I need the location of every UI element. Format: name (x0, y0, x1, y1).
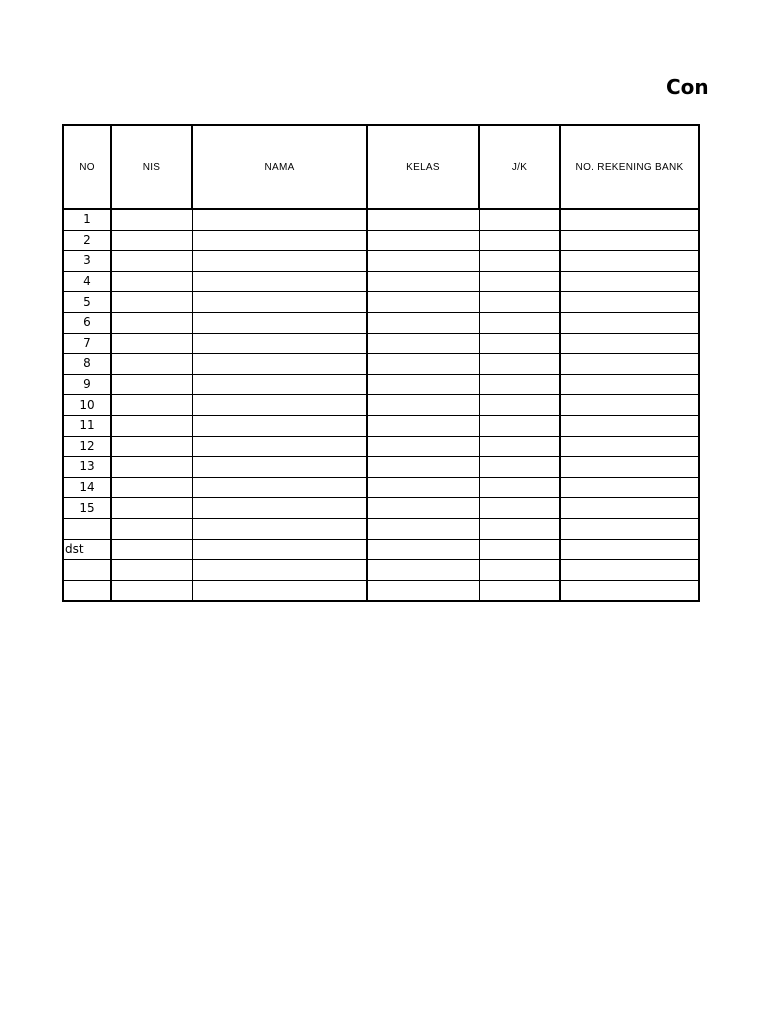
cell-bank[interactable] (560, 580, 699, 601)
table-header-row (63, 125, 699, 209)
cell-bank[interactable] (560, 436, 699, 457)
cell-jk[interactable] (479, 251, 560, 272)
cell-nis[interactable] (111, 230, 192, 251)
table-row (63, 518, 699, 539)
cell-bank[interactable] (560, 251, 699, 272)
cell-bank[interactable] (560, 333, 699, 354)
cell-kelas[interactable] (367, 251, 479, 272)
cell-kelas[interactable] (367, 230, 479, 251)
cell-jk[interactable] (479, 580, 560, 601)
cell-kelas[interactable] (367, 374, 479, 395)
cell-no[interactable]: 13 (63, 457, 111, 478)
cell-jk[interactable] (479, 333, 560, 354)
cell-nis[interactable] (111, 251, 192, 272)
cell-kelas[interactable] (367, 457, 479, 478)
cell-bank[interactable] (560, 518, 699, 539)
table-row (63, 374, 699, 395)
cell-nis[interactable] (111, 271, 192, 292)
cell-bank[interactable] (560, 374, 699, 395)
table-header (63, 125, 699, 209)
table-row (63, 580, 699, 601)
cell-jk[interactable] (479, 230, 560, 251)
cell-nis[interactable] (111, 292, 192, 313)
table-row (63, 251, 699, 272)
cell-nis[interactable] (111, 498, 192, 519)
cell-no[interactable]: 9 (63, 374, 111, 395)
table-row (63, 354, 699, 375)
cell-jk[interactable] (479, 518, 560, 539)
student-table (62, 124, 700, 602)
table-row (63, 333, 699, 354)
header-bank: NO. REKENING BANK (560, 125, 699, 209)
student-table-sheet (62, 124, 698, 603)
cell-nis[interactable] (111, 333, 192, 354)
header-kelas: KELAS (367, 125, 479, 209)
cell-nama[interactable] (192, 415, 367, 436)
cell-nis[interactable] (111, 374, 192, 395)
cell-no[interactable]: 14 (63, 477, 111, 498)
cell-kelas[interactable] (367, 395, 479, 416)
cell-nis[interactable] (111, 518, 192, 539)
cell-jk[interactable] (479, 477, 560, 498)
cell-nama[interactable] (192, 271, 367, 292)
cell-kelas[interactable] (367, 518, 479, 539)
cell-kelas[interactable] (367, 292, 479, 313)
cell-jk[interactable] (479, 374, 560, 395)
cell-nis[interactable] (111, 457, 192, 478)
document-title: Con (666, 75, 709, 99)
cell-nama[interactable] (192, 477, 367, 498)
cell-nama[interactable] (192, 539, 367, 560)
cell-nis[interactable] (111, 477, 192, 498)
cell-kelas[interactable] (367, 209, 479, 230)
cell-bank[interactable] (560, 539, 699, 560)
table-row (63, 395, 699, 416)
cell-kelas[interactable] (367, 436, 479, 457)
cell-nama[interactable] (192, 292, 367, 313)
cell-kelas[interactable] (367, 498, 479, 519)
cell-kelas[interactable] (367, 560, 479, 581)
cell-bank[interactable] (560, 292, 699, 313)
cell-bank[interactable] (560, 230, 699, 251)
table-row (63, 560, 699, 581)
cell-bank[interactable] (560, 312, 699, 333)
cell-jk[interactable] (479, 354, 560, 375)
cell-jk[interactable] (479, 539, 560, 560)
header-no: NO (63, 125, 111, 209)
table-row (63, 498, 699, 519)
cell-nama[interactable] (192, 333, 367, 354)
cell-nama[interactable] (192, 209, 367, 230)
table-row (63, 271, 699, 292)
cell-no[interactable]: 5 (63, 292, 111, 313)
cell-bank[interactable] (560, 209, 699, 230)
cell-jk[interactable] (479, 312, 560, 333)
cell-nama[interactable] (192, 436, 367, 457)
cell-no[interactable]: 7 (63, 333, 111, 354)
cell-jk[interactable] (479, 395, 560, 416)
cell-jk[interactable] (479, 271, 560, 292)
table-row (63, 539, 699, 560)
cell-no[interactable]: 8 (63, 354, 111, 375)
table-row (63, 457, 699, 478)
cell-no[interactable]: 4 (63, 271, 111, 292)
cell-no[interactable]: 3 (63, 251, 111, 272)
table-row (63, 436, 699, 457)
cell-jk[interactable] (479, 436, 560, 457)
cell-nis[interactable] (111, 354, 192, 375)
cell-nis[interactable] (111, 436, 192, 457)
header-nama: NAMA (192, 125, 367, 209)
table-row (63, 209, 699, 230)
cell-nama[interactable] (192, 560, 367, 581)
cell-nis[interactable] (111, 395, 192, 416)
cell-no[interactable]: 11 (63, 415, 111, 436)
cell-no[interactable]: 10 (63, 395, 111, 416)
cell-nama[interactable] (192, 580, 367, 601)
cell-kelas[interactable] (367, 415, 479, 436)
cell-nama[interactable] (192, 457, 367, 478)
cell-bank[interactable] (560, 560, 699, 581)
cell-bank[interactable] (560, 498, 699, 519)
cell-kelas[interactable] (367, 333, 479, 354)
cell-nama[interactable] (192, 312, 367, 333)
cell-bank[interactable] (560, 354, 699, 375)
cell-nama[interactable] (192, 354, 367, 375)
cell-bank[interactable] (560, 477, 699, 498)
cell-jk[interactable] (479, 415, 560, 436)
table-row (63, 312, 699, 333)
cell-no[interactable]: 1 (63, 209, 111, 230)
cell-no[interactable]: 15 (63, 498, 111, 519)
cell-no[interactable]: 2 (63, 230, 111, 251)
cell-kelas[interactable] (367, 580, 479, 601)
cell-kelas[interactable] (367, 354, 479, 375)
cell-jk[interactable] (479, 498, 560, 519)
header-nis: NIS (111, 125, 192, 209)
cell-no[interactable]: 6 (63, 312, 111, 333)
cell-nama[interactable] (192, 498, 367, 519)
table-row (63, 477, 699, 498)
cell-nama[interactable] (192, 374, 367, 395)
cell-nis[interactable] (111, 209, 192, 230)
cell-bank[interactable] (560, 271, 699, 292)
table-row (63, 292, 699, 313)
cell-bank[interactable] (560, 457, 699, 478)
cell-bank[interactable] (560, 415, 699, 436)
cell-kelas[interactable] (367, 312, 479, 333)
cell-jk[interactable] (479, 209, 560, 230)
table-row (63, 230, 699, 251)
cell-nama[interactable] (192, 230, 367, 251)
cell-kelas[interactable] (367, 539, 479, 560)
cell-no[interactable] (63, 518, 111, 539)
cell-nama[interactable] (192, 251, 367, 272)
cell-jk[interactable] (479, 560, 560, 581)
cell-kelas[interactable] (367, 477, 479, 498)
cell-nama[interactable] (192, 395, 367, 416)
cell-no[interactable]: dst (63, 539, 111, 560)
cell-nis[interactable] (111, 415, 192, 436)
cell-nis[interactable] (111, 312, 192, 333)
cell-nis[interactable] (111, 539, 192, 560)
table-row (63, 415, 699, 436)
cell-kelas[interactable] (367, 271, 479, 292)
cell-bank[interactable] (560, 395, 699, 416)
table-body (63, 209, 699, 601)
cell-nis[interactable] (111, 580, 192, 601)
header-jk: J/K (479, 125, 560, 209)
cell-jk[interactable] (479, 292, 560, 313)
cell-nama[interactable] (192, 518, 367, 539)
cell-no[interactable]: 12 (63, 436, 111, 457)
cell-no[interactable] (63, 560, 111, 581)
document-title-region (600, 72, 709, 106)
cell-no[interactable] (63, 580, 111, 601)
cell-jk[interactable] (479, 457, 560, 478)
cell-nis[interactable] (111, 560, 192, 581)
